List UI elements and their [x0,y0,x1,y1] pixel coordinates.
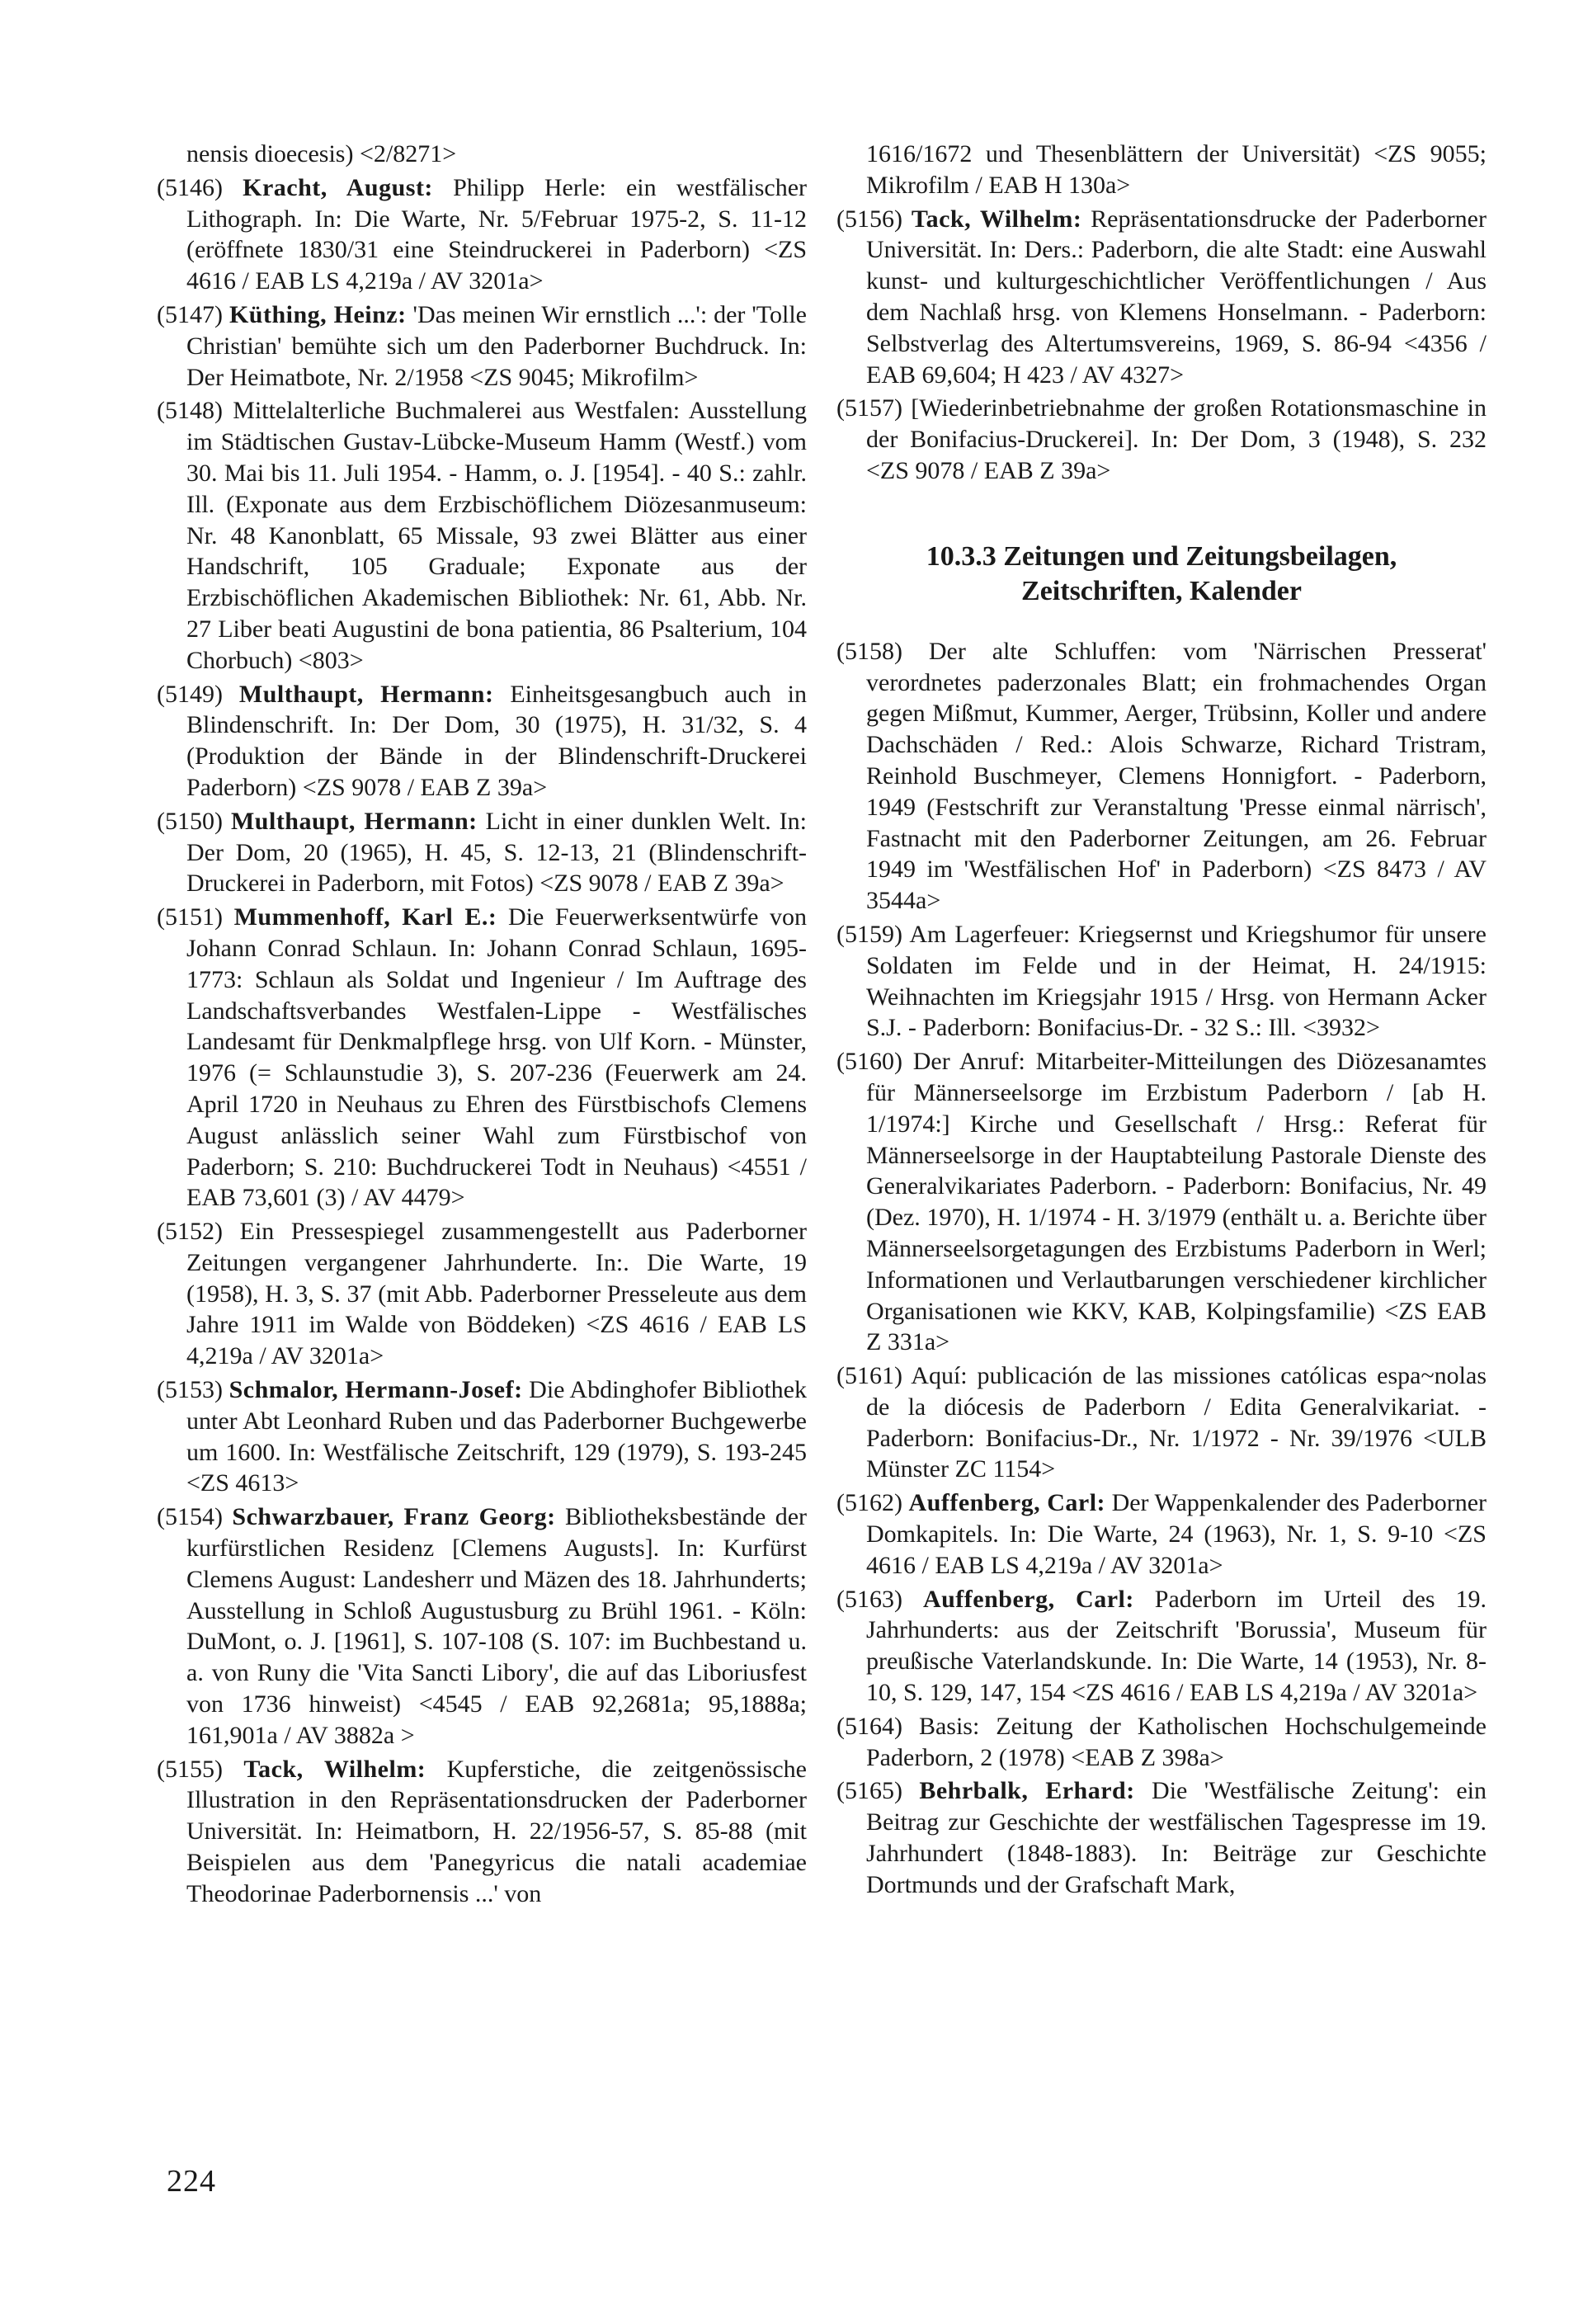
entry-number: (5158) [836,637,902,665]
bibliography-entry [836,204,1487,391]
entry-number: (5159) [836,920,902,948]
entry-text: Einheitsgesangbuch auch in Blindenschrift. In: Der Dom, 30 (1975), H. 31/32, S. 4 (Produktion der Bände in der Blindenschrift-Druckerei Paderborn) <ZS 9078 / EAB Z 39a> [186,680,808,801]
entry-text: Aquí: publicación de las missiones católicas espa~nolas de la diócesis de Paderborn / Edita Generalvikariat. - Paderborn: Bonifacius-Dr., Nr. 1/1972 - Nr. 39/1976 <ULB Münster ZC 1154> [866,1362,1487,1483]
section-heading: 10.3.3 Zeitungen und Zeitungsbeilagen, Zeitschriften, Kalender [926,540,1397,607]
bibliography-entry [157,1501,807,1751]
bibliography-entry [836,1711,1487,1774]
bibliography-entry [157,679,807,804]
entry-text: Repräsentationsdrucke der Paderborner Universität. In: Ders.: Paderborn, die alte Stadt: eine Auswahl kunst- und kulturgeschichtlicher Veröffentlichungen / Aus dem Nachlaß hrsg. von Klemens Honselmann. - Paderborn: Selbstverlag des Altertumsvereins, 1969, S. 86-94 <4356 / EAB 69,604; H 423 / AV 4327> [866,205,1487,389]
entry-text: Ein Pressespiegel zusammengestellt aus Paderborner Zeitungen vergangener Jahrhunderte. In:. Die Warte, 19 (1958), H. 3, S. 37 (mit Abb. Paderborner Presseleute aus dem Jahre 1911 im Walde von Böddeken) <ZS 4616 / EAB LS 4,219a / AV 3201a> [186,1218,807,1370]
entry-author: Auffenberg, Carl: [922,1585,1134,1613]
entry-author: Tack, Wilhelm: [243,1755,426,1783]
entry-number: (5165) [836,1777,902,1805]
entry-text: Basis: Zeitung der Katholischen Hochschulgemeinde Paderborn, 2 (1978) <EAB Z 398a> [866,1712,1487,1771]
entry-author: Multhaupt, Hermann: [238,680,494,708]
entry-text: Bibliotheksbestände der kurfürstlichen Residenz [Clemens Augusts]. In: Kurfürst Clemens August: Landesherr und Mäzen des 18. Jahrhunderts; Ausstellung in Schloß Augustusburg zu Brühl 1961. - Köln: DuMont, o. J. [1961], S. 107-108 (S. 107: im Buchbestand u. a. von Runy die 'Vita Sancti Libory', die auf das Liboriusfest von 1736 hinweist) <4545 / EAB 92,2681a; 95,1888a; 161,901a / AV 3882a > [186,1503,807,1749]
bibliography-entry [836,1487,1487,1581]
entry-text: Paderborn im Urteil des 19. Jahrhunderts: aus der Zeitschrift 'Borussia', Museum für preußische Vaterlandskunde. In: Die Warte, 14 (1953), Nr. 8-10, S. 129, 147, 154 <ZS 4616 / EAB LS 4,219a / AV 3201a> [866,1585,1487,1707]
entry-number: (5164) [836,1712,902,1740]
entry-number: (5147) [157,300,223,328]
bibliography-entry [157,1754,807,1910]
entry-text: Mittelalterliche Buchmalerei aus Westfalen: Ausstellung im Städtischen Gustav-Lübcke-Museum Hamm (Westf.) vom 30. Mai bis 11. Juli 1954. - Hamm, o. J. [1954]. - 40 S.: zahlr. Ill. (Exponate aus dem Erzbischöflichem Diözesanmuseum: Nr. 48 Kanonblatt, 65 Missale, 93 zwei Blätter aus einer Handschrift, 105 Graduale; Exponate aus der Erzbischöflichen Akademischen Bibliothek: Nr. 61, Abb. Nr. 27 Liber beati Augustini de bona patientia, 86 Psalterium, 104 Chorbuch) <803> [186,397,807,674]
entry-number: (5152) [157,1218,223,1246]
bibliography-entry [157,1374,807,1499]
entry-list [836,204,1487,487]
entry-text: Licht in einer dunklen Welt. In: Der Dom, 20 (1965), H. 45, S. 12-13, 21 (Blindenschrift-Druckerei in Paderborn, mit Fotos) <ZS 9078 / EAB Z 39a> [186,807,808,898]
entry-number: (5160) [836,1048,902,1076]
bibliography-entry [836,919,1487,1044]
entry-number: (5163) [836,1585,902,1613]
continuation-text: 1616/1672 und Thesenblättern der Universität) <ZS 9055; Mikrofilm / EAB H 130a> [866,140,1487,199]
entry-author: Tack, Wilhelm: [911,205,1082,233]
entry-list [836,636,1487,1901]
left-column [157,139,807,1912]
bibliography-entry [157,299,807,393]
bibliography-entry [836,1046,1487,1358]
entry-author: Kracht, August: [243,173,433,201]
entry-number: (5161) [836,1362,902,1390]
entry-number: (5156) [836,205,902,233]
entry-author: Küthing, Heinz: [229,300,407,328]
entry-text: 'Das meinen Wir ernstlich ...': der 'Tolle Christian' bemühte sich um den Paderborner Buchdruck. In: Der Heimatbote, Nr. 2/1958 <ZS 9045; Mikrofilm> [186,300,807,391]
entry-number: (5150) [157,807,223,835]
entry-author: Auffenberg, Carl: [908,1489,1106,1517]
bibliography-entry [157,395,807,676]
entry-author: Schwarzbauer, Franz Georg: [232,1503,556,1531]
entry-text: Der Wappenkalender des Paderborner Domkapitels. In: Die Warte, 24 (1963), Nr. 1, S. 9-10 <ZS 4616 / EAB LS 4,219a / AV 3201a> [866,1489,1487,1579]
entry-number: (5157) [836,394,902,422]
entry-number: (5153) [157,1376,223,1404]
entry-text: Die Abdinghofer Bibliothek unter Abt Leonhard Ruben und das Paderborner Buchgewerbe um 1600. In: Westfälische Zeitschrift, 129 (1979), S. 193-245 <ZS 4613> [186,1376,808,1497]
bibliography-entry [157,1216,807,1372]
entry-list [157,172,807,1910]
bibliography-entry [836,636,1487,917]
entry-number: (5154) [157,1503,223,1531]
entry-author: Schmalor, Hermann-Josef: [229,1376,523,1404]
entry-number: (5162) [836,1489,902,1517]
entry-number: (5151) [157,903,223,931]
bibliography-entry [836,1775,1487,1900]
entry-number: (5146) [157,173,223,201]
bibliography-entry [157,806,807,899]
bibliography-entry [836,393,1487,486]
bibliography-entry [157,172,807,297]
bibliography-entry [836,1360,1487,1485]
entry-text: Kupferstiche, die zeitgenössische Illustration in den Repräsentationsdrucken der Paderborner Universität. In: Heimatborn, H. 22/1956-57, S. 85-88 (mit Beispielen aus dem 'Panegyricus die natali academiae Theodorinae Paderbornensis ...' von [186,1755,807,1907]
entry-author: Mummenhoff, Karl E.: [233,903,497,931]
page-number: 224 [167,2164,216,2199]
entry-text: Die Feuerwerksentwürfe von Johann Conrad Schlaun. In: Johann Conrad Schlaun, 1695-1773: Schlaun als Soldat und Ingenieur / Im Auftrage des Landschaftsverbandes Westfalen-Lippe - Westfälisches Landesamt für Denkmalpflege hrsg. von Ulf Korn. - Münster, 1976 (= Schlaunstudie 3), S. 207-236 (Feuerwerk am 24. April 1720 in Neuhaus zu Ehren des Fürstbischofs Clemens August anlässlich seiner Wahl zum Fürstbischof von Paderborn; S. 210: Buchdruckerei Todt in Neuhaus) <4551 / EAB 73,601 (3) / AV 4479> [186,903,807,1212]
entry-number: (5149) [157,680,223,708]
bibliography-entry [836,1584,1487,1709]
entry-text: Der alte Schluffen: vom 'Närrischen Presserat' verordnetes paderzonales Blatt; ein frohmachendes Organ gegen Mißmut, Kummer, Aerger, Trübsinn, Koller und andere Dachschäden / Red.: Alois Schwarze, Richard Tristram, Reinhold Buschmeyer, Clemens Honnigfort. - Paderborn, 1949 (Festschrift zur Veranstaltung 'Presse einmal närrisch', Fastnacht mit den Paderborner Zeitungen, am 26. Februar 1949 im 'Westfälischen Hof' in Paderborn) <ZS 8473 / AV 3544a> [866,637,1487,915]
continuation-text: nensis dioecesis) <2/8271> [186,140,457,167]
entry-text: Die 'Westfälische Zeitung': ein Beitrag zur Geschichte der westfälischen Tagespresse im 19. Jahrhundert (1848-1883). In: Beiträge zur Geschichte Dortmunds und der Grafschaft Mark, [866,1777,1487,1898]
entry-text: Philipp Herle: ein westfälischer Lithograph. In: Die Warte, Nr. 5/Februar 1975-2, S. 11-12 (eröffnete 1830/31 eine Steindruckerei in Paderborn) <ZS 4616 / EAB LS 4,219a / AV 3201a> [186,173,808,295]
bibliography-entry [157,902,807,1214]
entry-author: Multhaupt, Hermann: [230,807,478,835]
right-column [836,139,1487,1903]
entry-text: Der Anruf: Mitarbeiter-Mitteilungen des Diözesanamtes für Männerseelsorge im Erzbistum Paderborn / [ab H. 1/1974:] Kirche und Gesellschaft / Hrsg.: Referat für Männerseelsorge in der Hauptabteilung Pastorale Dienste des Generalvikariates Paderborn. - Paderborn: Bonifacius, Nr. 49 (Dez. 1970), H. 1/1974 - H. 3/1979 (enthält u. a. Berichte über Männerseelsorgetagungen des Erzbistums Paderborn in Werl; Informationen und Verlautbarungen verschiedener kirchlicher Organisationen wie KKV, KAB, Kolpingsfamilie) <ZS EAB Z 331a> [866,1048,1487,1356]
entry-number: (5148) [157,397,223,425]
entry-text: Am Lagerfeuer: Kriegsernst und Kriegshumor für unsere Soldaten im Felde und in der Heimat, H. 24/1915: Weihnachten im Kriegsjahr 1915 / Hrsg. von Hermann Acker S.J. - Paderborn: Bonifacius-Dr. - 32 S.: Ill. <3932> [866,920,1487,1042]
entry-author: Behrbalk, Erhard: [919,1777,1135,1805]
entry-text: [Wiederinbetriebnahme der großen Rotationsmaschine in der Bonifacius-Druckerei]. In: Der Dom, 3 (1948), S. 232 <ZS 9078 / EAB Z 39a> [866,394,1487,484]
entry-number: (5155) [157,1755,223,1783]
